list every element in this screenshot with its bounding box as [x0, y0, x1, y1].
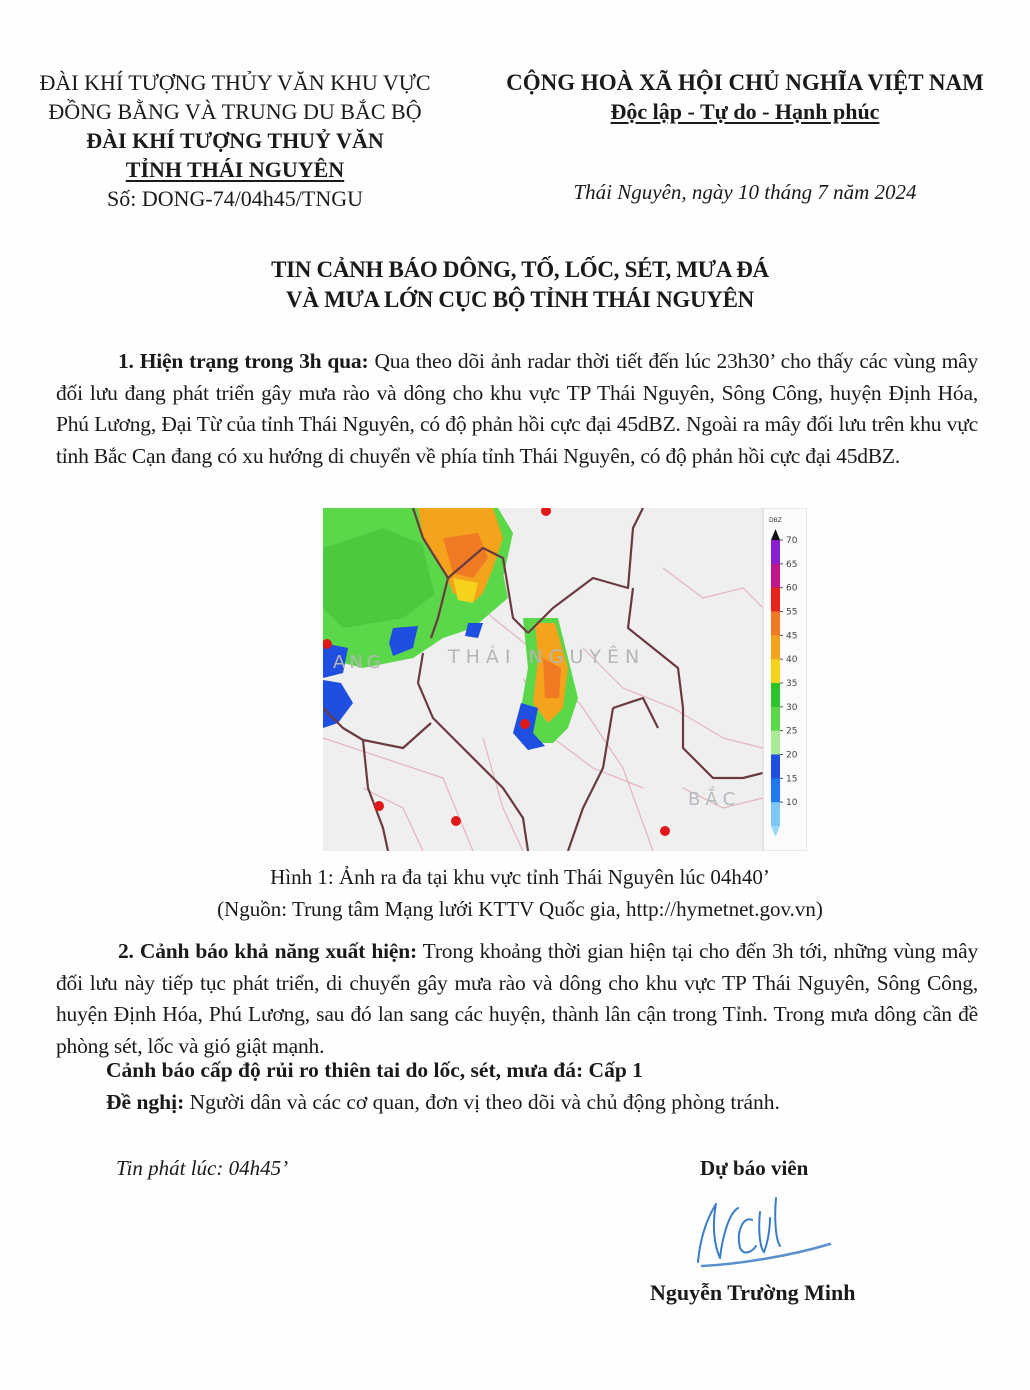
- title-line-1: TIN CẢNH BÁO DÔNG, TỐ, LỐC, SÉT, MƯA ĐÁ: [271, 257, 769, 282]
- legend-tick-label: 65: [786, 559, 798, 570]
- legend-color-segment: [771, 755, 780, 779]
- signature: [690, 1190, 840, 1270]
- radar-map: [323, 508, 807, 851]
- recommendation-text: Người dân và các cơ quan, đơn vị theo dõi và chủ động phòng tránh.: [184, 1090, 780, 1114]
- national-motto-text: Độc lập - Tự do - Hạnh phúc: [610, 99, 880, 124]
- national-motto: [480, 97, 1010, 126]
- legend-unit: DBZ: [769, 517, 782, 524]
- legend-tick-label: 15: [786, 774, 798, 785]
- legend-color-segment: [771, 564, 780, 588]
- radar-image: [323, 508, 807, 851]
- national-header: [480, 68, 1010, 126]
- map-label-thai-nguyen: THÁI NGUYÊN: [448, 646, 646, 668]
- recommendation-label: Đề nghị:: [106, 1090, 185, 1114]
- document-title: [40, 255, 1000, 315]
- section-current-status: [56, 346, 978, 472]
- map-label-ang: ANG: [333, 652, 385, 673]
- section2-heading: 2. Cảnh báo khả năng xuất hiện:: [118, 939, 417, 963]
- legend-tick-label: 60: [786, 583, 798, 594]
- legend-color-segment: [771, 588, 780, 612]
- caption-title: Hình 1: Ảnh ra đa tại khu vực tỉnh Thái Nguyên lúc 04h40’: [270, 865, 770, 889]
- recommendation: [106, 1090, 780, 1115]
- section1-heading: 1. Hiện trạng trong 3h qua:: [118, 349, 369, 373]
- title-line-2: VÀ MƯA LỚN CỤC BỘ TỈNH THÁI NGUYÊN: [286, 287, 754, 312]
- legend-tick-label: 10: [786, 798, 798, 809]
- legend-tick-label: 45: [786, 631, 798, 642]
- agency-province: [10, 155, 460, 184]
- city-marker: [374, 801, 384, 811]
- section-forecast: [56, 936, 978, 1062]
- legend-tick-label: 55: [786, 607, 798, 618]
- legend-frame: [763, 508, 807, 851]
- legend-color-segment: [771, 659, 780, 683]
- legend-color-segment: [771, 635, 780, 659]
- legend-color-segment: [771, 802, 780, 826]
- city-marker: [660, 826, 670, 836]
- agency-name: ĐÀI KHÍ TƯỢNG THUỶ VĂN: [86, 128, 384, 153]
- legend-color-segment: [771, 731, 780, 755]
- forecaster-name: Nguyễn Trường Minh: [650, 1280, 856, 1305]
- city-marker: [451, 816, 461, 826]
- legend-tick-label: 30: [786, 702, 798, 713]
- section2-body: Trong khoảng thời gian hiện tại cho đến 3h tới, những vùng mây đối lưu này tiếp tục phát triển, di chuyển gây mưa rào và dông cho khu vực TP Thái Nguyên, Sông Công, huyện Định Hóa, Phú Lương, sau đó lan sang các huyện, thành lân cận trong Tỉnh. Trong mưa dông cần đề phòng sét, lốc và gió giật mạnh.: [56, 939, 978, 1058]
- legend-color-bar: [771, 529, 780, 837]
- legend-color-segment: [771, 612, 780, 636]
- legend-tick-label: 20: [786, 750, 798, 761]
- caption-source: (Nguồn: Trung tâm Mạng lưới KTTV Quốc gia, http://hymetnet.gov.vn): [217, 897, 823, 921]
- signature-strokes: [698, 1198, 780, 1262]
- legend-color-segment: [771, 683, 780, 707]
- legend-tick-label: 40: [786, 655, 798, 666]
- legend-tick-label: 70: [786, 536, 798, 546]
- agency-regional: ĐÀI KHÍ TƯỢNG THỦY VĂN KHU VỰC: [39, 70, 431, 95]
- risk-level: Cảnh báo cấp độ rủi ro thiên tai do lốc, sét, mưa đá: Cấp 1: [106, 1058, 643, 1082]
- document-number: Số: DONG-74/04h45/TNGU: [106, 186, 364, 211]
- reflectivity-legend: [763, 508, 807, 851]
- section1-body: Qua theo dõi ảnh radar thời tiết đến lúc 23h30’ cho thấy các vùng mây đối lưu đang phát triển gây mưa rào và dông cho khu vực TP Thái Nguyên, Sông Công, huyện Định Hóa, Phú Lương, Đại Từ của tỉnh Thái Nguyên, có độ phản hồi cực đại 45dBZ. Ngoài ra mây đối lưu trên khu vực tỉnh Bắc Cạn đang có xu hướng di chuyển về phía tỉnh Thái Nguyên, có độ phản hồi cực đại 45dBZ.: [56, 349, 978, 468]
- map-label-bac: BẮC: [688, 789, 741, 810]
- forecaster-role: Dự báo viên: [700, 1156, 809, 1180]
- legend-color-segment: [771, 707, 780, 731]
- nation-name: CỘNG HOÀ XÃ HỘI CHỦ NGHĨA VIỆT NAM: [506, 70, 984, 95]
- figure-caption: [40, 861, 1000, 925]
- legend-tick-label: 25: [786, 726, 798, 737]
- agency-header: [10, 68, 460, 213]
- agency-province-text: TỈNH THÁI NGUYÊN: [125, 157, 345, 182]
- place-date: Thái Nguyên, ngày 10 tháng 7 năm 2024: [573, 180, 917, 204]
- agency-region-area: ĐỒNG BẰNG VÀ TRUNG DU BẮC BỘ: [48, 99, 422, 124]
- legend-color-segment: [771, 540, 780, 564]
- issued-time: Tin phát lúc: 04h45’: [116, 1156, 289, 1180]
- legend-color-segment: [771, 778, 780, 802]
- city-marker-thai-nguyen: [520, 719, 530, 729]
- legend-tick-label: 35: [786, 679, 798, 689]
